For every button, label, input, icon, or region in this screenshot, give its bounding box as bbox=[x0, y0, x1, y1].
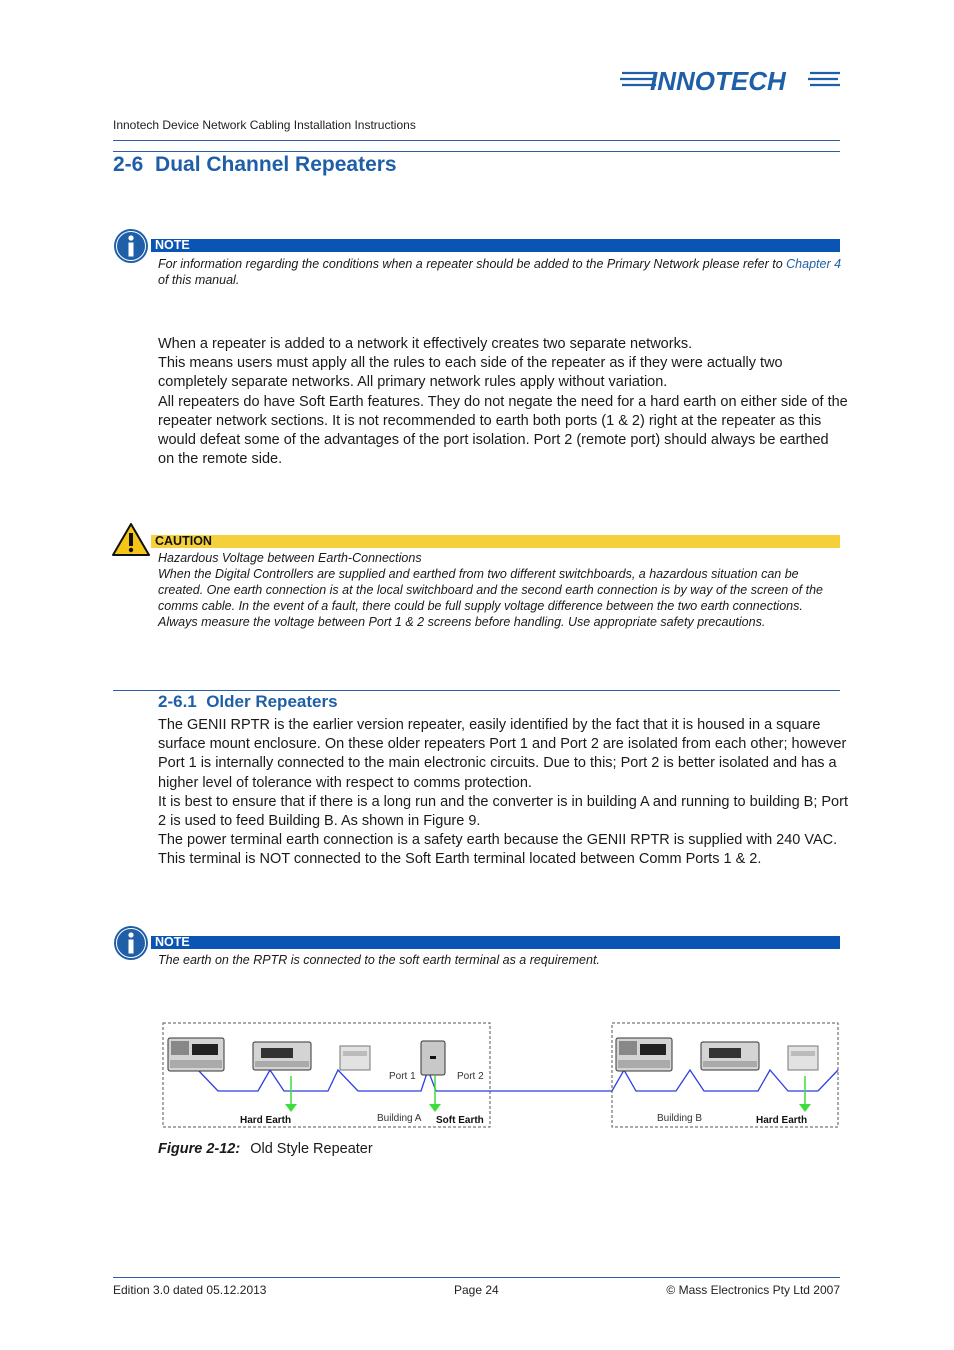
header-rule-2 bbox=[113, 151, 840, 152]
chapter-link[interactable]: Chapter 4 bbox=[786, 257, 842, 271]
caution-line: When the Digital Controllers are supplied and earthed from two different switchboards, a hazardous situation can be created. One earth connection is at the local switchboard and the second earth connection is by way of the screen of the comms cable. In the event of a fault, there could be full supply voltage difference between the two earth connections. Always measure the voltage between Port 1 & 2 screens before handling. Use appropriate safety precautions. bbox=[158, 567, 823, 630]
warning-icon bbox=[111, 522, 151, 558]
innotech-logo bbox=[620, 64, 842, 96]
controller-device bbox=[616, 1038, 672, 1071]
note-text-part: For information regarding the conditions when a repeater should be added to the Primary Network please refer to bbox=[158, 257, 783, 271]
building-b-label: Building B bbox=[657, 1113, 703, 1124]
network-cable bbox=[198, 1070, 838, 1091]
hard-earth-label-b: Hard Earth bbox=[756, 1115, 808, 1126]
paragraph: It is best to ensure that if there is a long run and the converter is in building A and running to building B; Port 2 is used to feed Building B. As shown in Figure 9. bbox=[158, 793, 848, 830]
subsection-rule bbox=[113, 690, 840, 691]
body-text-2 bbox=[158, 716, 848, 870]
note-label: NOTE bbox=[155, 238, 190, 252]
caution-line: Hazardous Voltage between Earth-Connections bbox=[158, 551, 422, 565]
caution-bar bbox=[151, 535, 840, 548]
paragraph: When a repeater is added to a network it effectively creates two separate networks. bbox=[158, 336, 693, 352]
paragraph: All repeaters do have Soft Earth features. They do not negate the need for a hard earth on either side of the repeater network sections. It is not recommended to earth both ports (1 & 2) right at the repeater as this would defeat some of the advantages of the port isolation. Port 2 (remote port) should always be earthed on the remote side. bbox=[158, 393, 848, 468]
paragraph: This means users must apply all the rules to each side of the repeater as if they were actually two completely separate networks. All primary network rules apply without variation. bbox=[158, 355, 783, 391]
repeater-device bbox=[421, 1041, 445, 1075]
document-title: Innotech Device Network Cabling Installation Instructions bbox=[113, 118, 416, 132]
footer-edition: Edition 3.0 dated 05.12.2013 bbox=[113, 1283, 267, 1297]
footer-copyright: © Mass Electronics Pty Ltd 2007 bbox=[666, 1283, 840, 1297]
hard-earth-label-a: Hard Earth bbox=[240, 1115, 292, 1126]
port-2-label: Port 2 bbox=[457, 1071, 484, 1082]
paragraph: The power terminal earth connection is a safety earth because the GENII RPTR is supplied with 240 VAC. This terminal is NOT connected to the Soft Earth terminal located between Comm Ports 1 & 2. bbox=[158, 832, 838, 868]
figure-title: Old Style Repeater bbox=[250, 1141, 373, 1157]
footer-page-number: Page 24 bbox=[454, 1283, 499, 1297]
subsection-title: Older Repeaters bbox=[206, 692, 338, 711]
paragraph: The GENII RPTR is the earlier version repeater, easily identified by the fact that it is housed in a square surface mount enclosure. On these older repeaters Port 1 and Port 2 are isolated from each other; however Port 1 is internally connected to the main electronic circuits. Due to this; Port 2 is better isolated and has a higher level of tolerance with respect to comms protection. bbox=[158, 717, 847, 791]
header-rule bbox=[113, 140, 840, 141]
io-module-device bbox=[340, 1046, 370, 1070]
controller-device bbox=[253, 1042, 311, 1070]
section-number: 2-6 bbox=[113, 153, 144, 176]
info-icon bbox=[113, 925, 149, 961]
footer-rule bbox=[113, 1277, 840, 1278]
figure-caption bbox=[158, 1141, 373, 1157]
caution-label: CAUTION bbox=[155, 534, 212, 548]
body-text-1 bbox=[158, 335, 848, 469]
note-bar bbox=[151, 239, 840, 252]
repeater-diagram bbox=[158, 1018, 842, 1132]
note-bar bbox=[151, 936, 840, 949]
port-1-label: Port 1 bbox=[389, 1071, 416, 1082]
building-a-label: Building A bbox=[377, 1113, 422, 1124]
subsection-number: 2-6.1 bbox=[158, 692, 197, 711]
controller-device bbox=[168, 1038, 224, 1071]
info-icon bbox=[113, 228, 149, 264]
subsection-heading bbox=[158, 692, 338, 712]
section-heading bbox=[113, 153, 397, 177]
caution-text bbox=[158, 550, 843, 630]
soft-earth-label: Soft Earth bbox=[436, 1115, 484, 1126]
note-label: NOTE bbox=[155, 935, 190, 949]
note-text bbox=[158, 256, 843, 288]
note-text: The earth on the RPTR is connected to the soft earth terminal as a requirement. bbox=[158, 953, 600, 967]
controller-device bbox=[701, 1042, 759, 1070]
logo-text: INNOTECH bbox=[650, 66, 786, 96]
section-title: Dual Channel Repeaters bbox=[155, 153, 397, 176]
note-text-end: of this manual. bbox=[158, 273, 240, 288]
io-module-device bbox=[788, 1046, 818, 1070]
figure-number: Figure 2-12: bbox=[158, 1141, 241, 1157]
